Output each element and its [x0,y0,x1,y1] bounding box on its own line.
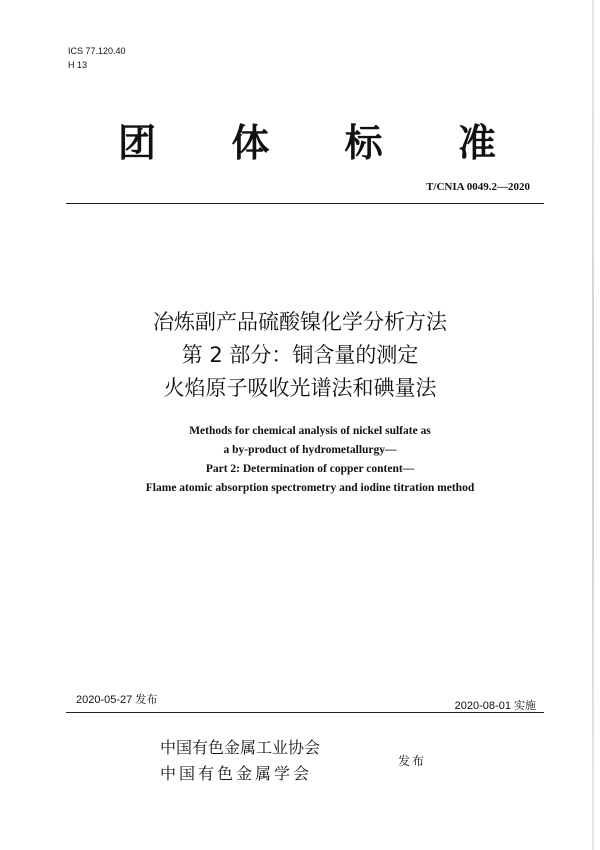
document-type-title [118,114,498,164]
english-title [60,422,560,498]
english-title-line-3: Part 2: Determination of copper content— [205,463,415,475]
ics-code: ICS 77.120.40 [68,46,126,56]
title-char-1: 团 [118,120,159,165]
implementation-date: 2020-08-01 实施 [454,700,536,712]
chinese-title-line-3: 火焰原子吸收光谱法和碘量法 [163,376,437,400]
publishers [160,735,320,787]
publish-label: 发布 [398,754,427,768]
bottom-rule [66,712,544,713]
title-char-2: 体 [231,120,272,165]
publisher-1: 中国有色金属工业协会 [160,738,321,757]
english-title-line-2: a by-product of hydrometallurgy— [223,444,397,456]
publisher-2: 中国有色金属学会 [160,764,313,783]
title-char-3: 标 [344,120,385,165]
issue-date: 2020-05-27 发布 [76,694,158,706]
top-rule [66,203,544,204]
classification-codes [68,44,126,72]
english-title-line-4: Flame atomic absorption spectrometry and iodine titration method [145,482,475,494]
chinese-title-line-2: 第 2 部分：铜含量的测定 [181,343,419,367]
standard-number: T/CNIA 0049.2—2020 [426,181,530,193]
chinese-title [50,306,550,405]
title-char-4: 准 [457,120,498,165]
ccs-code: H 13 [68,60,88,70]
chinese-title-line-1: 冶炼副产品硫酸镍化学分析方法 [153,310,447,334]
page-edge [592,0,594,850]
english-title-line-1: Methods for chemical analysis of nickel sulfate as [189,425,431,437]
